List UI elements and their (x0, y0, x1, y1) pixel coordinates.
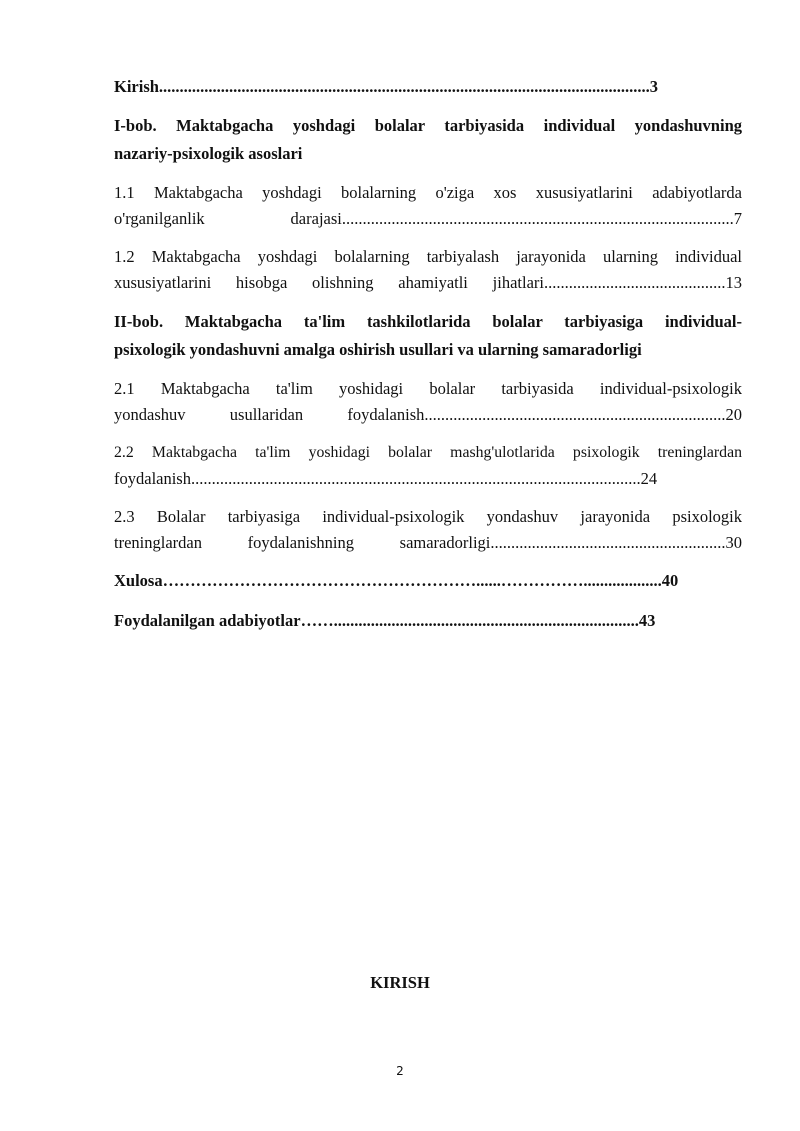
page-number: 2 (396, 1064, 404, 1078)
toc-1-2-line1: 1.2 Maktabgacha yoshdagi bolalarning tarbiyalash jarayonida ularning individual (114, 247, 742, 266)
toc-2-1-line1: 2.1 Maktabgacha ta'lim yoshidagi bolalar tarbiyasida individual-psixologik (114, 379, 742, 398)
toc-entry-2-1 (114, 376, 742, 428)
toc-2-2-line2: foydalanish.............................................................................................................24 (114, 469, 658, 488)
toc-entry-1-1 (114, 180, 742, 232)
toc-2-2-line1: 2.2 Maktabgacha ta'lim yoshidagi bolalar mashg'ulotlarida psixologik treninglardan (114, 444, 742, 461)
toc-entry-2-2 (114, 440, 742, 492)
toc-entry-chapter1 (114, 112, 742, 168)
toc-2-3-line1: 2.3 Bolalar tarbiyasiga individual-psixologik yondashuv jarayonida psixologik (114, 507, 742, 526)
toc-1-1-line2: o'rganilganlik darajasi...............................................................................................7 (114, 209, 742, 228)
toc-entry-intro (114, 74, 742, 100)
toc-chapter1-line2: nazariy-psixologik asoslari (114, 144, 303, 163)
section-title: KIRISH (370, 973, 430, 992)
toc-entry-1-2 (114, 244, 742, 296)
toc-intro-line: Kirish.......................................................................................................................3 (114, 77, 659, 96)
toc-2-3-line2: treninglardan foydalanishning samaradorligi.........................................................30 (114, 533, 742, 552)
toc-chapter2-line2: psixologik yondashuvni amalga oshirish usullari va ularning samaradorligi (114, 340, 642, 359)
table-of-contents (114, 74, 742, 646)
toc-1-2-line2: xususiyatlarini hisobga olishning ahamiyatli jihatlari............................................13 (114, 273, 742, 292)
toc-chapter1-line1: I-bob. Maktabgacha yoshdagi bolalar tarbiyasida individual yondashuvning (114, 116, 742, 135)
toc-1-1-line1: 1.1 Maktabgacha yoshdagi bolalarning o'ziga xos xususiyatlarini adabiyotlarda (114, 183, 742, 202)
toc-entry-conclusion (114, 568, 742, 594)
toc-2-1-line2: yondashuv usullaridan foydalanish.........................................................................20 (114, 405, 742, 424)
toc-chapter2-line1: II-bob. Maktabgacha ta'lim tashkilotlarida bolalar tarbiyasiga individual- (114, 312, 742, 331)
toc-entry-2-3 (114, 504, 742, 556)
toc-references-line: Foydalanilgan adabiyotlar……..........................................................................43 (114, 611, 656, 630)
toc-conclusion-line: Xulosa…………………………………………………......……………...................40 (114, 571, 679, 590)
toc-entry-chapter2 (114, 308, 742, 364)
toc-entry-references (114, 608, 742, 634)
